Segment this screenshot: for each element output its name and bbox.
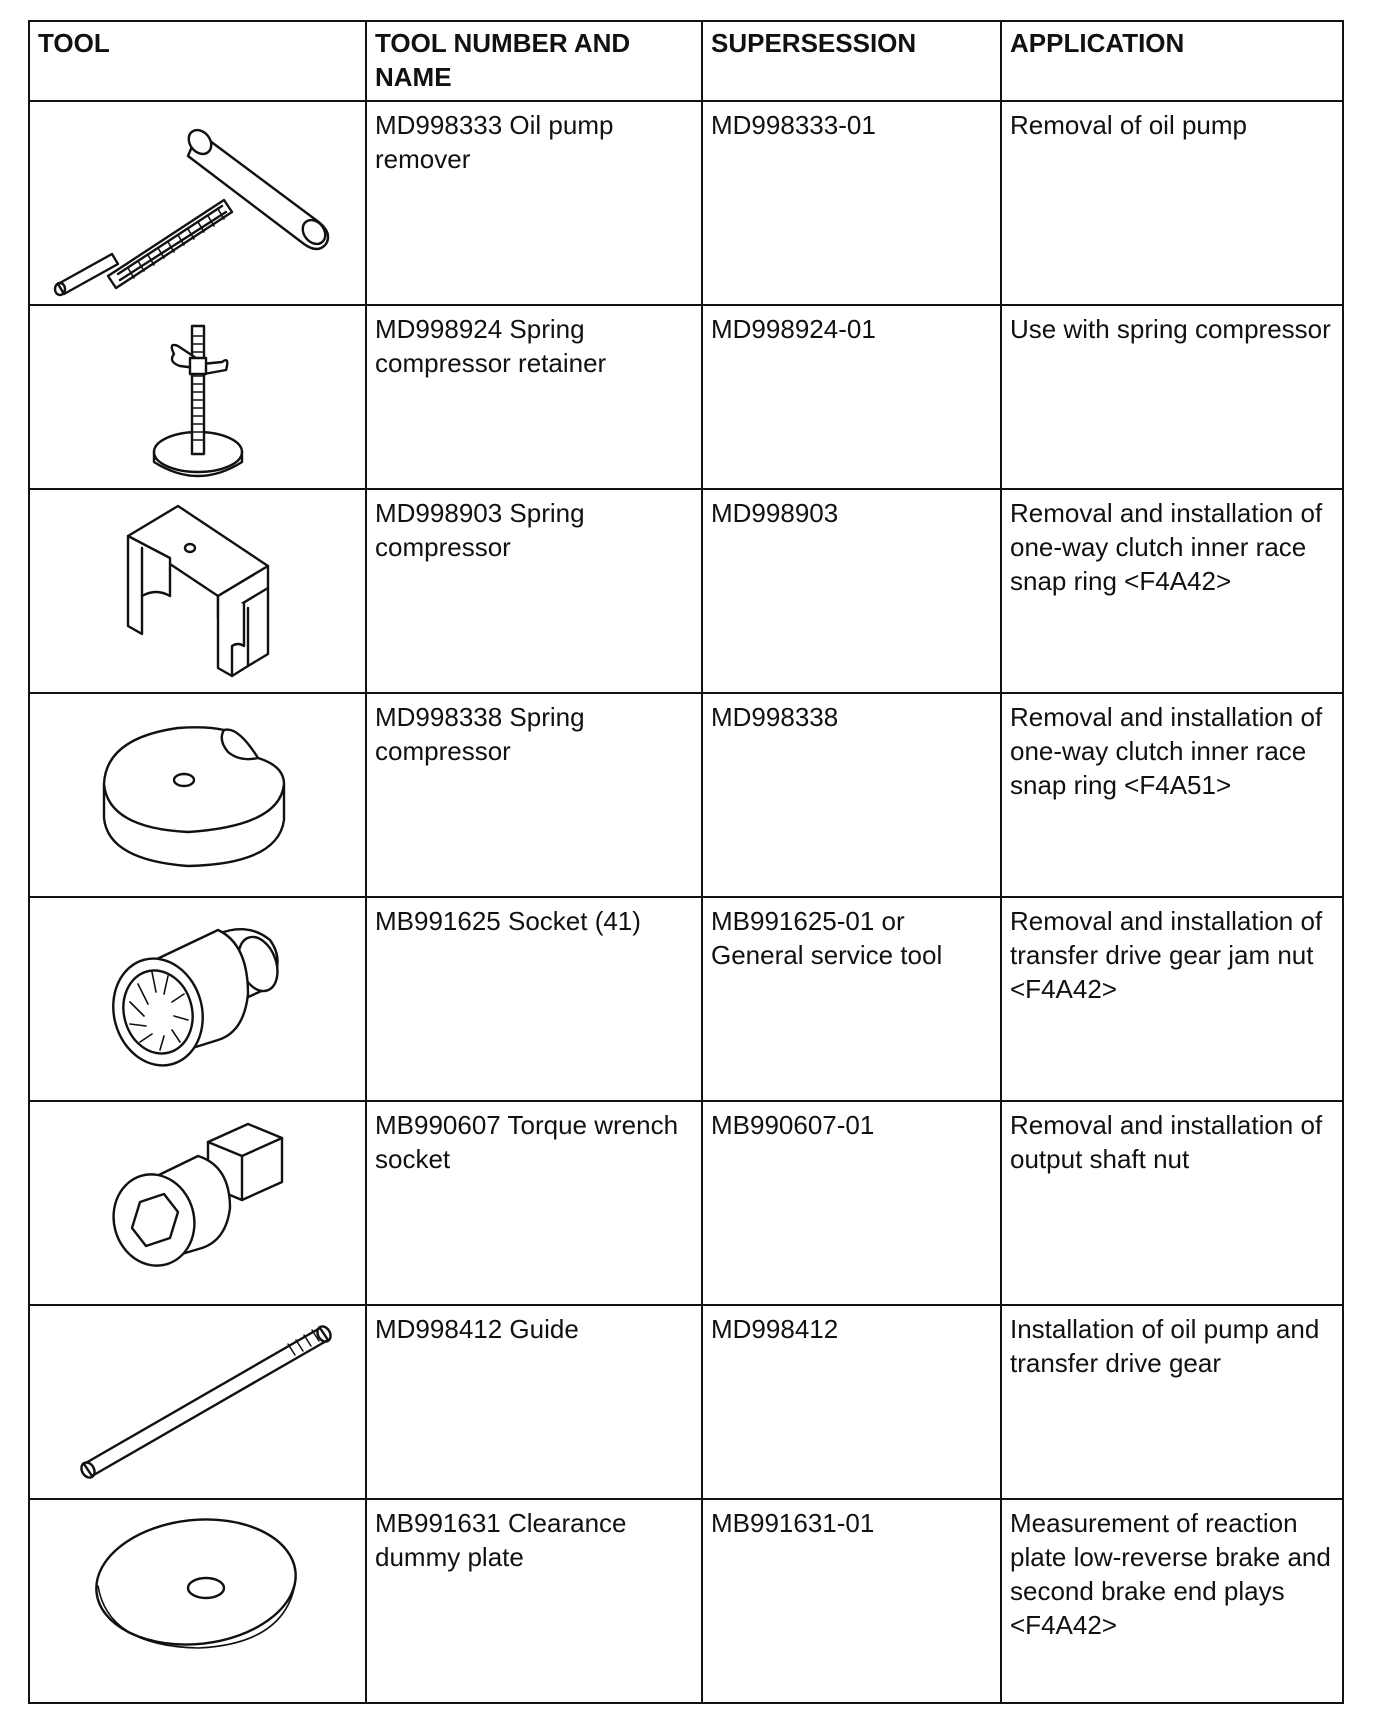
tool-image-cell: [29, 897, 366, 1101]
tool-image-cell: [29, 1499, 366, 1703]
supersession: MD998903: [702, 489, 1001, 693]
supersession: MD998412: [702, 1305, 1001, 1499]
tool-image-cell: [29, 305, 366, 489]
table-row: [29, 305, 1343, 489]
application: Measurement of reaction plate low-reverse brake and second brake end plays <F4A42>: [1001, 1499, 1343, 1703]
supersession: MD998338: [702, 693, 1001, 897]
header-tool: TOOL: [29, 21, 366, 101]
spring-compressor-bracket-icon: [98, 496, 298, 686]
spring-compressor-disc-icon: [88, 700, 308, 880]
spring-compressor-retainer-icon: [138, 312, 258, 482]
oil-pump-remover-icon: [48, 108, 348, 298]
header-tool-number-and-name: TOOL NUMBER AND NAME: [366, 21, 702, 101]
application: Removal and installation of output shaft nut: [1001, 1101, 1343, 1305]
header-supersession: SUPERSESSION: [702, 21, 1001, 101]
tool-number-and-name: MD998333 Oil pump remover: [366, 101, 702, 305]
tool-image-cell: [29, 1101, 366, 1305]
table-row: [29, 1305, 1343, 1499]
socket-icon: [98, 904, 298, 1074]
tool-number-and-name: MD998412 Guide: [366, 1305, 702, 1499]
supersession: MB990607-01: [702, 1101, 1001, 1305]
table-row: [29, 1499, 1343, 1703]
tool-image-cell: [29, 101, 366, 305]
application: Removal and installation of transfer drive gear jam nut <F4A42>: [1001, 897, 1343, 1101]
special-tools-table: [28, 20, 1344, 1704]
tool-number-and-name: MB990607 Torque wrench socket: [366, 1101, 702, 1305]
table-row: [29, 897, 1343, 1101]
tool-number-and-name: MD998924 Spring compressor retainer: [366, 305, 702, 489]
tool-number-and-name: MB991631 Clearance dummy plate: [366, 1499, 702, 1703]
application: Removal and installation of one-way clutch inner race snap ring <F4A51>: [1001, 693, 1343, 897]
application: Installation of oil pump and transfer drive gear: [1001, 1305, 1343, 1499]
supersession: MB991625-01 or General service tool: [702, 897, 1001, 1101]
guide-rod-icon: [48, 1312, 348, 1492]
application: Removal and installation of one-way clutch inner race snap ring <F4A42>: [1001, 489, 1343, 693]
tool-number-and-name: MD998903 Spring compressor: [366, 489, 702, 693]
clearance-dummy-plate-icon: [88, 1506, 308, 1656]
header-application: APPLICATION: [1001, 21, 1343, 101]
application: Use with spring compressor: [1001, 305, 1343, 489]
table-row: [29, 101, 1343, 305]
torque-wrench-socket-icon: [98, 1108, 298, 1278]
tool-number-and-name: MB991625 Socket (41): [366, 897, 702, 1101]
tool-number-and-name: MD998338 Spring compressor: [366, 693, 702, 897]
supersession: MD998333-01: [702, 101, 1001, 305]
table-row: [29, 693, 1343, 897]
application: Removal of oil pump: [1001, 101, 1343, 305]
supersession: MB991631-01: [702, 1499, 1001, 1703]
tool-image-cell: [29, 489, 366, 693]
table-row: [29, 489, 1343, 693]
header-row: [29, 21, 1343, 101]
tool-image-cell: [29, 693, 366, 897]
supersession: MD998924-01: [702, 305, 1001, 489]
tool-image-cell: [29, 1305, 366, 1499]
table-row: [29, 1101, 1343, 1305]
